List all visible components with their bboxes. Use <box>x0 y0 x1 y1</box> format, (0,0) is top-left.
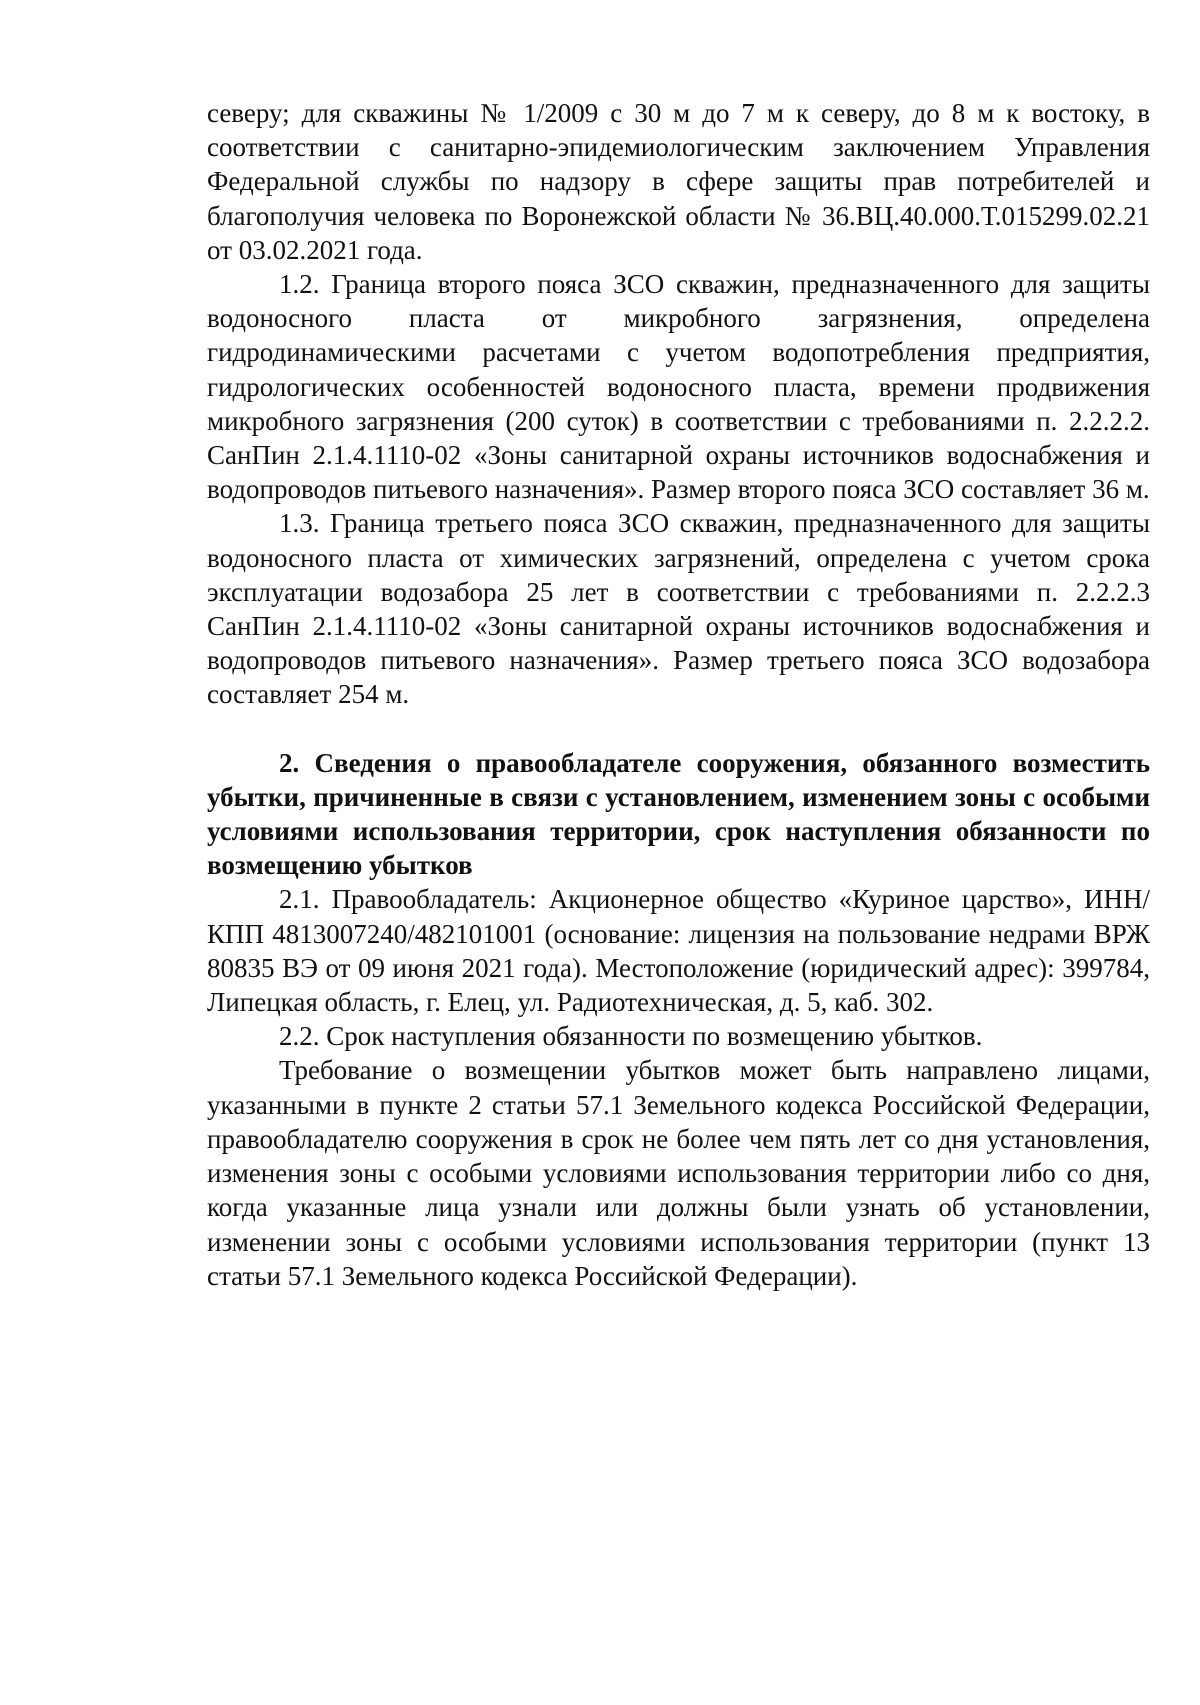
paragraph-2-2: 2.2. Срок наступления обязанности по возмещению убытков. <box>279 1021 983 1052</box>
paragraph-1-2: 1.2. Граница второго пояса ЗСО скважин, предназначенного для защиты водоносного пласта от микробного загрязнения, определена гидродинамическими расчетами с учетом водопотребления предприятия, гидрологических особенностей водоносного пласта, времени продвижения микробного загрязнения (200 суток) в соответствии с требованиями п. 2.2.2.2. СанПин 2.1.4.1110-02 «Зоны санитарной охраны источников водоснабжения и водопроводов питьевого назначения». Размер второго пояса ЗСО составляет 36 м. <box>207 269 1150 505</box>
paragraph-1-3: 1.3. Граница третьего пояса ЗСО скважин, предназначенного для защиты водоносного пласта от химических загрязнений, определена с учетом срока эксплуатации водозабора 25 лет в соответствии с требованиями п. 2.2.2.3 СанПин 2.1.4.1110-02 «Зоны санитарной охраны источников водоснабжения и водопроводов питьевого назначения». Размер третьего пояса ЗСО водозабора составляет 254 м. <box>207 508 1150 710</box>
paragraph-continuation: северу; для скважины № 1/2009 с 30 м до 7 м к северу, до 8 м к востоку, в соответствии с санитарно-эпидемиологическим заключением Управления Федеральной службы по надзору в сфере защиты прав потребителей и благополучия человека по Воронежской области № 36.ВЦ.40.000.Т.015299.02.21 от 03.02.2021 года. <box>207 98 1150 265</box>
document-page <box>207 96 1150 1293</box>
paragraph-2-1: 2.1. Правообладатель: Акционерное общество «Куриное царство», ИНН/КПП 4813007240/482101001 (основание: лицензия на пользование недрами ВРЖ 80835 ВЭ от 09 июня 2021 года). Местоположение (юридический адрес): 399784, Липецкая область, г. Елец, ул. Радиотехническая, д. 5, каб. 302. <box>207 884 1150 1018</box>
section-2-heading: 2. Сведения о правообладателе сооружения, обязанного возместить убытки, причиненные в связи с установлением, изменением зоны с особыми условиями использования территории, срок наступления обязанности по возмещению убытков <box>207 747 1150 881</box>
paragraph-requirement: Требование о возмещении убытков может быть направлено лицами, указанными в пункте 2 статьи 57.1 Земельного кодекса Российской Федерации, правообладателю сооружения в срок не более чем пять лет со дня установления, изменения зоны с особыми условиями использования территории либо со дня, когда указанные лица узнали или должны были узнать об установлении, изменении зоны с особыми условиями использования территории (пункт 13 статьи 57.1 Земельного кодекса Российской Федерации). <box>207 1055 1150 1291</box>
